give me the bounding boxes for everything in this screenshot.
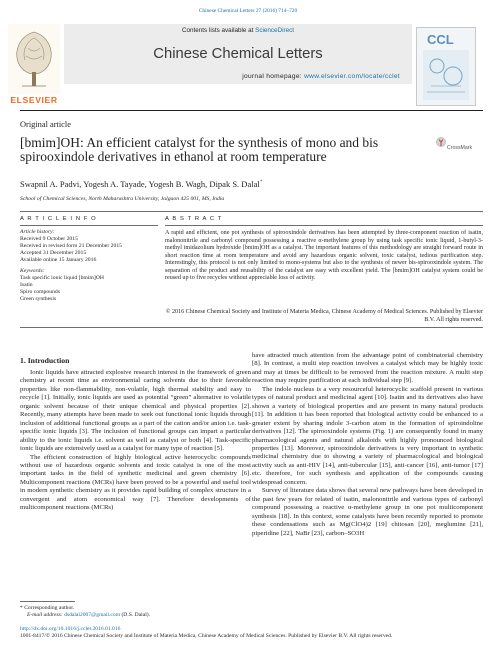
- journal-cover: [416, 27, 476, 106]
- crossmark-label[interactable]: CrossMark: [447, 145, 473, 151]
- left-column: [20, 369, 251, 513]
- author-email-note: [27, 612, 150, 618]
- cover-badge: CCL: [427, 32, 454, 47]
- body-paragraph: have attracted much attention from the advantage point of combinatorial chemistry [8]. In contrast, a multi step reaction involves a catalyst which may be highly toxic and may at times be difficult to be removed from the reaction mixture. A multi step reaction may require purification at each individual step [9].: [252, 352, 483, 385]
- info-rule: [20, 211, 483, 212]
- contents-prefix: Contents lists available at: [181, 27, 256, 34]
- abstract-text: A rapid and efficient, one pot synthesis of spirooxindole derivatives has been attempted by three-component reaction of isatin, malononitrile and carbonyl compound possessing a reactive α-methylene group by using task specific ionic liquid, 1-butyl-3-methyl imidazolium hydroxide [bmim]OH as a catalyst. The important features of this methodology are straight forward route in short reaction time at room temperature and avoid any hazardous organic solvent, toxic catalyst, tedious purification step. Interestingly, this protocol is not only limited to mono-systems but also to the synthesis of newer bis-spirooxindole system. The separation of the product and reusability of the catalyst are easy with excellent yield. The [bmim]OH catalyst system could be reused up to five recycles without appreciable loss of activity.: [165, 230, 483, 281]
- keyword-item: Spiro compounds: [20, 289, 60, 295]
- sciencedirect-link[interactable]: ScienceDirect: [255, 27, 294, 34]
- history-received: Received 9 October 2015: [20, 236, 78, 242]
- keyword-item: Isatin: [20, 282, 33, 288]
- abstract-bottom-rule: [20, 327, 483, 328]
- section-heading-introduction: 1. Introduction: [20, 356, 70, 365]
- email-suffix: (D.S. Dalal).: [120, 612, 151, 618]
- article-info-heading: A R T I C L E I N F O: [20, 216, 97, 222]
- abstract-heading-rule: [165, 225, 483, 226]
- history-accepted: Accepted 31 December 2015: [20, 250, 87, 256]
- crossmark-icon[interactable]: [436, 136, 446, 150]
- affiliation: School of Chemical Sciences, North Maharashtra University, Jalgaon 425 001, MS, India: [20, 196, 225, 202]
- info-heading-rule: [20, 225, 158, 226]
- cover-artwork-icon: [423, 50, 469, 100]
- corresponding-author-mark[interactable]: *: [259, 179, 263, 186]
- body-paragraph: The indole nucleus is a very resourceful heterocyclic scaffold present in various types of natural product and medicinal agent [10]. Isatin and its derivatives also have shown a variety of biological properties and are present in many natural products [11]. In addition it has been reported that biological activity could be enhanced to a greater extent by sharing indole 3-carbon atom in the formation of spiroindoline derivatives [12]. The spirooxindole systems (Fig. 1) are consequently found in many pharmacological agents and natural alkaloids with highly pronounced biological properties [13]. Moreover, spirooxindole derivatives is very important in synthetic medicinal chemistry due to showing a variety of pharmacological and biological activity such as anti-HIV [14], anti-tubercular [15], anti-cancer [16], anti-tumor [17] etc. therefore, for such synthesis and application of the compounds causing widespread concern.: [252, 385, 483, 486]
- abstract-heading: A B S T R A C T: [165, 216, 223, 222]
- keyword-item: Green synthesis: [20, 296, 57, 302]
- history-revised: Received in revised form 21 December 2015: [20, 243, 123, 249]
- homepage-prefix: journal homepage:: [242, 73, 305, 80]
- body-paragraph: Ionic liquids have attracted explosive research interest in the framework of green chemistry at recent time as environmental caring solvents due to their favorable properties like non-flammability, non-volatile, high thermal stability and easy to recycle [1]. Initially, ionic liquids are used as potential “green” alternative to volatile organic solvent because of their unique chemical and physical properties [2]. Recently, many attempts have been made to seek out functional ionic liquids through inclusion of additional functional groups as a part of the cation and/or anion i.e. task-specific ionic liquids [3]. The inclusion of functional groups can impart a particular ability to the ionic liquids i.e. solvent as well as catalyst or both [4]. Task-specific ionic liquids are extensively used as a catalyst for many type of reaction [5].: [20, 369, 251, 453]
- journal-title: Chinese Chemical Letters: [153, 46, 323, 62]
- article-type: Original article: [20, 120, 71, 129]
- journal-homepage: [64, 73, 412, 80]
- corresponding-author-note: * Corresponding author.: [20, 605, 75, 611]
- publisher-logo: ELSEVIER: [10, 95, 58, 105]
- right-column: [252, 352, 483, 538]
- history-label: Article history:: [20, 229, 55, 235]
- homepage-link[interactable]: www.elsevier.com/locate/cclet: [304, 73, 400, 80]
- body-paragraph: Survey of literature data shows that several new pathways have been developed in the past few years for related of isatin, malononitrile and various types of carbonyl compound possessing a reactive α-methylene group in one pot multicomponent synthesis [18]. In this context, some catalysts have been recently reported to promote these condensations such as Mg(ClO4)2 [19] chitosan [20], meglumine [21], piperidine [22], NaBr [23], carbon–SO3H: [252, 487, 483, 537]
- journal-reference[interactable]: Chinese Chemical Letters 27 (2016) 714–720: [198, 8, 298, 14]
- body-paragraph: The efficient construction of highly biological active heterocyclic compounds without use of hazardous organic solvents and toxic catalyst is one of the most important tasks in the field of synthetic medicinal and green chemistry [6]. Multicomponent reactions (MCRs) have been proved to be a powerful and useful tool in modern synthetic chemistry as it provides rapid building of complex structure in a convergent and atom economical way [7]. Therefore developments of multicomponent reactions (MCRs): [20, 453, 251, 512]
- abstract-copyright: © 2016 Chinese Chemical Society and Institute of Materia Medica, Chinese Academy of Medical Sciences. Published by Elsevier B.V. All rights reserved.: [165, 309, 483, 323]
- article-title: [bmim]OH: An efficient catalyst for the synthesis of mono and bis spirooxindole derivatives in ethanol at room temperature: [20, 135, 379, 164]
- issn-copyright-line: 1001-8417/© 2016 Chinese Chemical Society and Institute of Materia Medica, Chinese Academy of Medical Sciences. Published by Elsevier B.V. All rights reserved.: [20, 633, 393, 639]
- doi-link[interactable]: http://dx.doi.org/10.1016/j.cclet.2016.01.016: [20, 626, 121, 632]
- keyword-item: Task specific ionic liquid [bmim]OH: [20, 275, 104, 281]
- elsevier-tree-logo-icon: [8, 24, 60, 94]
- history-online: Available online 15 January 2016: [20, 257, 97, 263]
- footnote-rule: [20, 601, 75, 602]
- header-rule: [20, 110, 483, 111]
- email-label: E-mail address:: [27, 612, 65, 618]
- authors-text: Swapnil A. Padvi, Yogesh A. Tayade, Yogesh B. Wagh, Dipak S. Dalal: [20, 179, 260, 189]
- contents-line: [64, 27, 412, 34]
- author-email-link[interactable]: dsdalal2007@gmail.com: [64, 612, 121, 618]
- author-list: [20, 179, 262, 189]
- keywords-label: Keywords:: [20, 268, 45, 274]
